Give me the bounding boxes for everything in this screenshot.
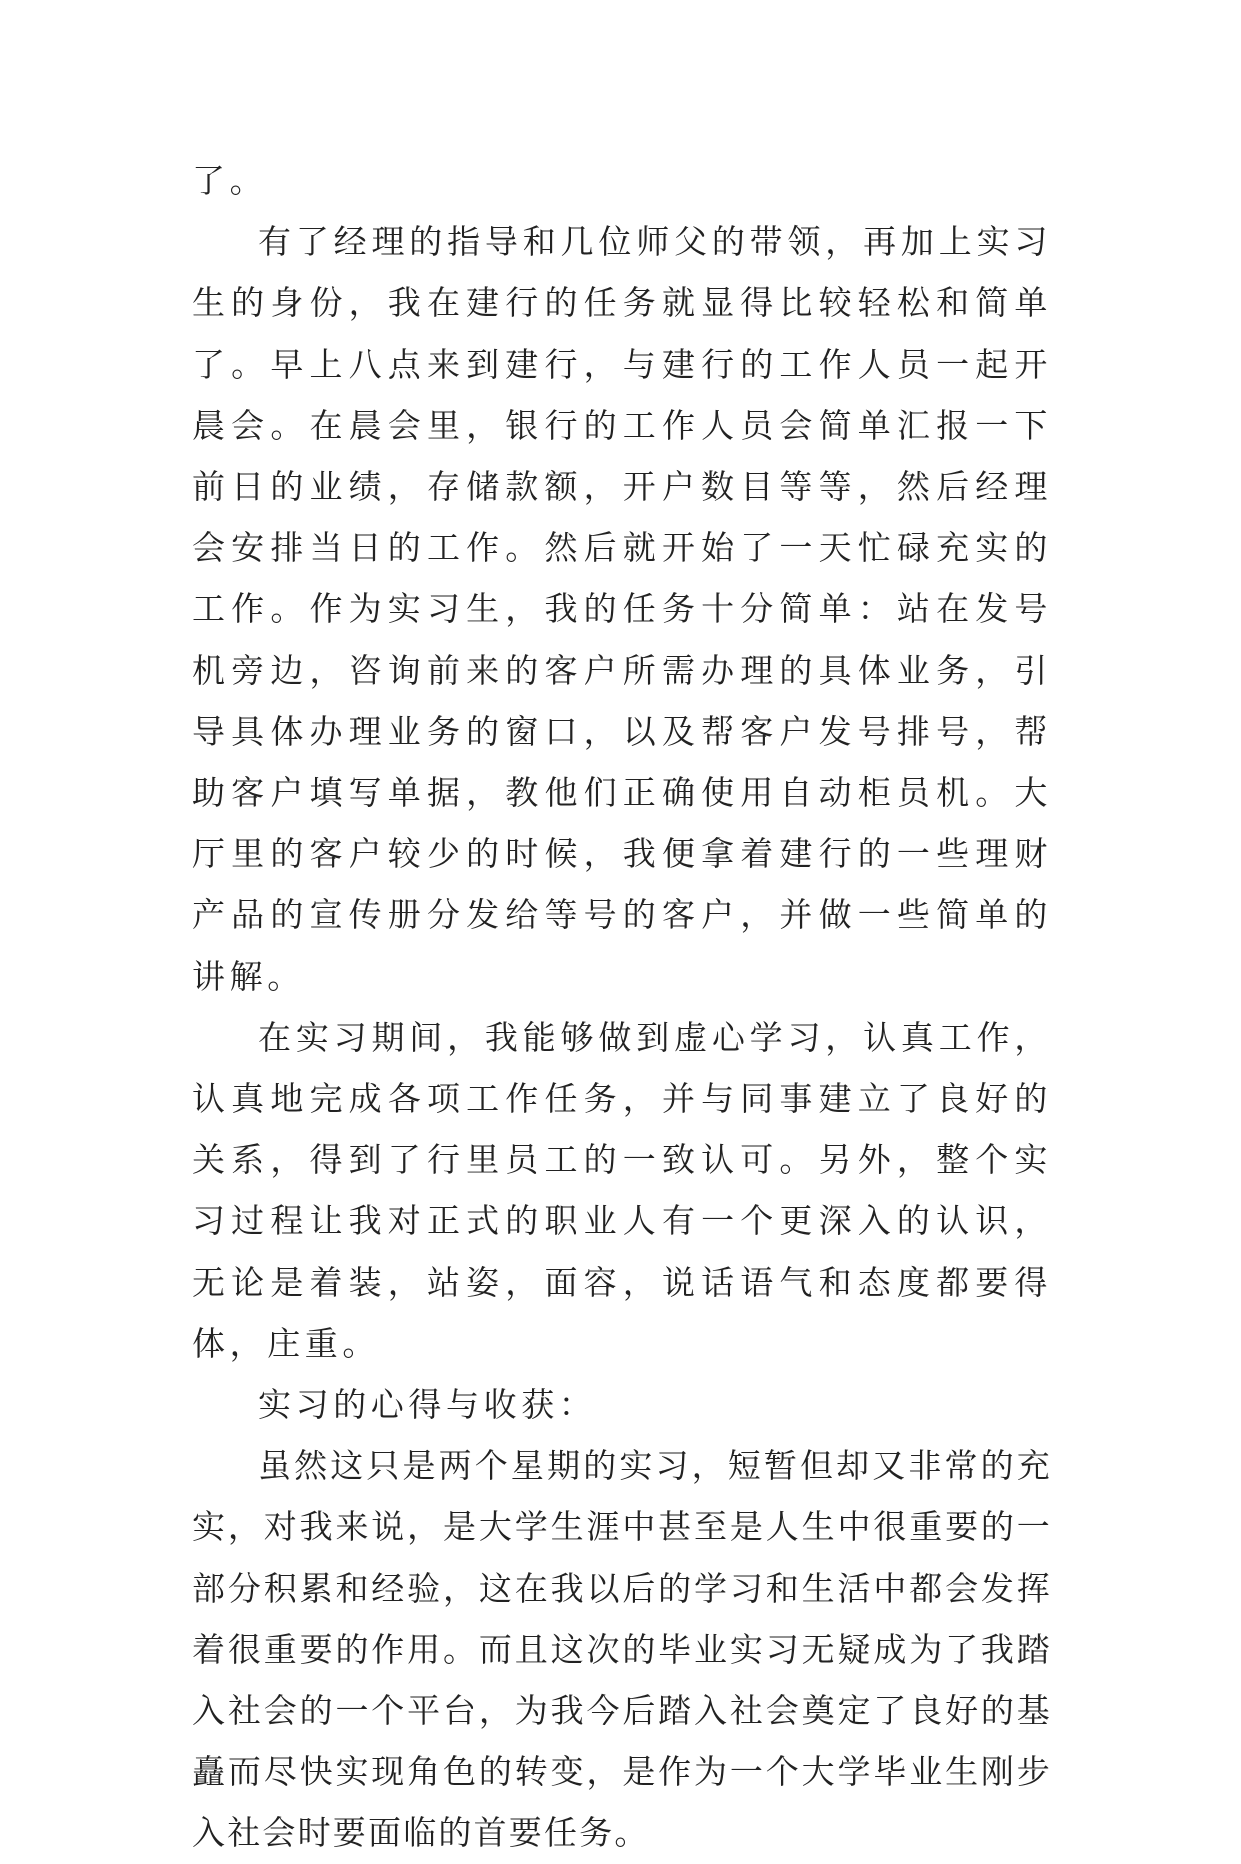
paragraph-daily-work: 有了经理的指导和几位师父的带领，再加上实习生的身份，我在建行的任务就显得比较轻松和简单了。早上八点来到建行，与建行的工作人员一起开晨会。在晨会里，银行的工作人员会简单汇报一下前日的业绩，存储款额，开户数目等等，然后经理会安排当日的工作。然后就开始了一天忙碌充实的工作。作为实习生，我的任务十分简单：站在发号机旁边，咨询前来的客户所需办理的具体业务，引导具体办理业务的窗口，以及帮客户发号排号，帮助客户填写单据，教他们正确使用自动柜员机。大厅里的客户较少的时候，我便拿着建行的一些理财产品的宣传册分发给等号的客户，并做一些简单的讲解。	[192, 222, 1052, 996]
paragraph-reflections: 虽然这只是两个星期的实习，短暂但却又非常的充实，对我来说，是大学生涯中甚至是人生中很重要的一部分积累和经验，这在我以后的学习和生活中都会发挥着很重要的作用。而且这次的毕业实习无疑成为了我踏入社会的一个平台，为我今后踏入社会奠定了良好的基矗而尽快实现角色的转变，是作为一个大学毕业生刚步入社会时要面临的首要任务。	[192, 1446, 1052, 1853]
paragraph-internship-performance: 在实习期间，我能够做到虚心学习，认真工作，认真地完成各项工作任务，并与同事建立了良好的关系，得到了行里员工的一致认可。另外，整个实习过程让我对正式的职业人有一个更深入的认识，无论是着装，站姿，面容，说话语气和态度都要得体，庄重。	[192, 1017, 1052, 1363]
document-body	[192, 150, 1052, 1864]
paragraph-continuation: 了。	[192, 161, 268, 200]
section-heading-gains: 实习的心得与收获：	[258, 1385, 597, 1425]
